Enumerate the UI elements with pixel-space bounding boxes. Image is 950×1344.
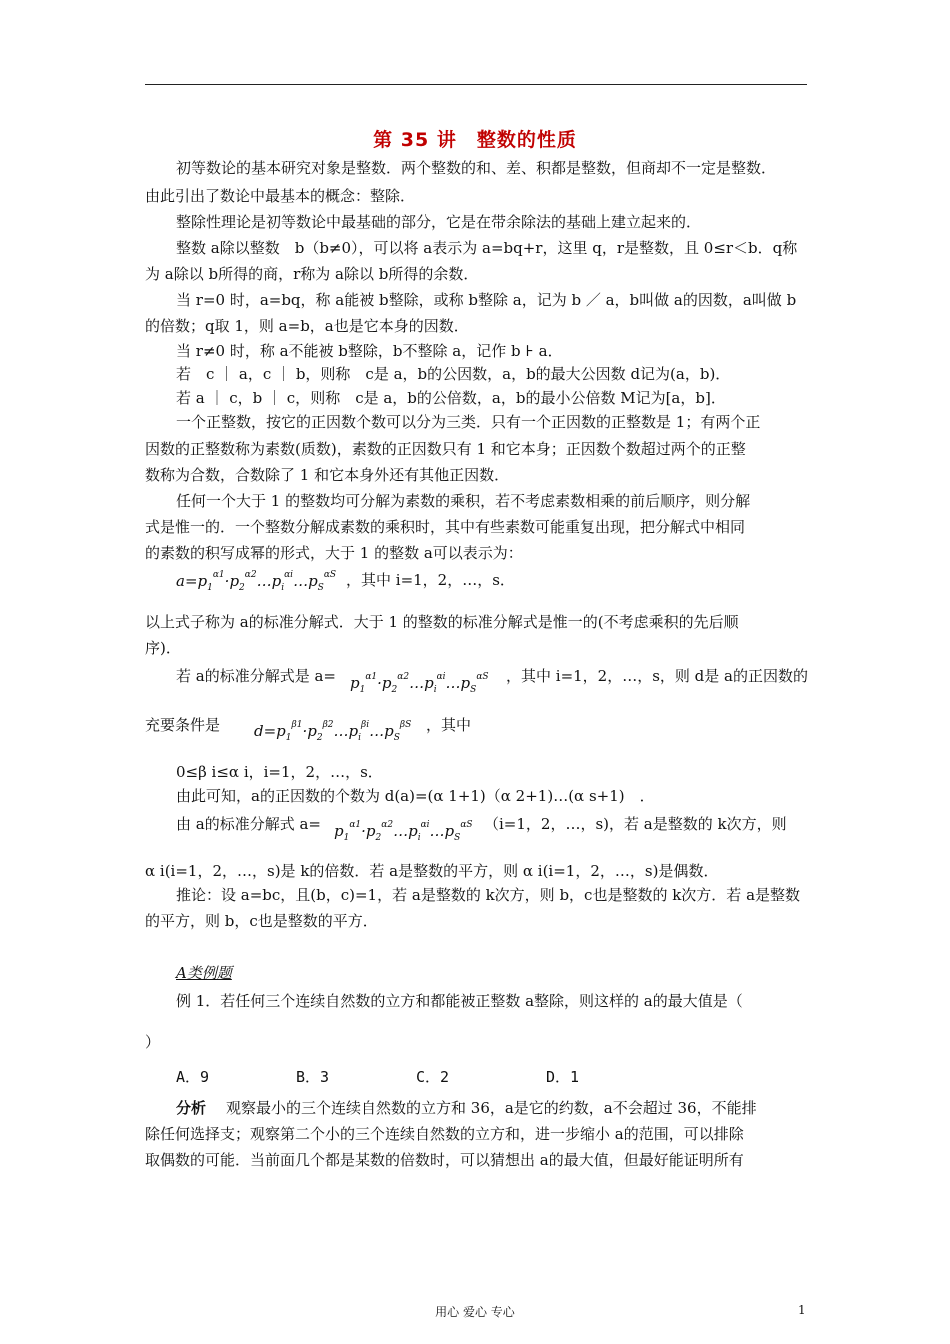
analysis-line: 除任何选择支；观察第二个小的三个连续自然数的立方和，进一步缩小 a的范围，可以排除: [145, 1125, 744, 1143]
paragraph-line: （i=1，2，…，s)，若 a是整数的 k次方，则: [484, 815, 787, 833]
analysis-line: 观察最小的三个连续自然数的立方和 36，a是它的约数，a不会超过 36，不能排: [226, 1099, 757, 1117]
paragraph-line: 任何一个大于 1 的整数均可分解为素数的乘积，若不考虑素数相乘的前后顺序，则分解: [176, 492, 751, 510]
paragraph-line: 整数 a除以整数 b（b≠0），可以将 a表示为 a=bq+r，这里 q，r是整数，且 0≤r＜b．q称: [176, 239, 798, 257]
paragraph-line: 数称为合数，合数除了 1 和它本身外还有其他正因数．: [145, 466, 510, 484]
paragraph-line: 为 a除以 b所得的商，r称为 a除以 b所得的余数．: [145, 265, 479, 283]
formula-prefix: a=: [176, 572, 198, 590]
paragraph-line: 初等数论的基本研究对象是整数．两个整数的和、差、积都是整数，但商却不一定是整数．: [176, 159, 777, 177]
paragraph-line: 的倍数；q取 1，则 a=b，a也是它本身的因数．: [145, 317, 469, 335]
paragraph-line: 充要条件是: [145, 716, 221, 734]
paragraph-line: 当 r=0 时，a=bq，称 a能被 b整除，或称 b整除 a，记为 b ／ a，b叫做 a的因数，a叫做 b: [176, 291, 797, 309]
paragraph-line: ，其中: [426, 716, 472, 734]
paragraph-line: 的素数的积写成幂的形式，大于 1 的整数 a可以表示为：: [145, 544, 523, 562]
paragraph-line: 以上式子称为 a的标准分解式．大于 1 的整数的标准分解式是惟一的(不考虑乘积的先后顺: [145, 613, 739, 631]
formula-prefix: d=: [254, 722, 277, 740]
paragraph-line: 当 r≠0 时，称 a不能被 b整除，b不整除 a，记作 b ⊦ a．: [176, 342, 563, 360]
choice-d: D．1: [546, 1068, 580, 1086]
paragraph-line: α i(i=1，2，…，s)是 k的倍数．若 a是整数的平方，则 α i(i=1，2，…，s)是偶数．: [145, 862, 719, 880]
page-title: 第 35 讲 整数的性质: [373, 129, 577, 151]
paragraph-line: 推论：设 a=bc，且(b，c)=1，若 a是整数的 k次方，则 b，c也是整数的 k次方．若 a是整数: [176, 886, 801, 904]
choice-a: A．9: [176, 1068, 210, 1086]
prime-factorization-formula: $p_1^{\alpha 1}\cdot p_2^{\alpha 2}\dots p_i^{\alpha i}\dots p_S^{\alpha S}$: [350, 672, 489, 695]
choice-c: C．2: [416, 1068, 450, 1086]
prime-factorization-formula: $p_1^{\alpha 1}\cdot p_2^{\alpha 2}\dots p_i^{\alpha i}\dots p_S^{\alpha S}$: [334, 820, 473, 843]
paragraph-line: 若 a ｜ c，b ｜ c，则称 c是 a，b的公倍数，a，b的最小公倍数 M记为[a，b]．: [176, 389, 726, 407]
section-heading: A类例题: [176, 964, 232, 982]
paragraph-line: 0≤β i≤α i，i=1，2，…，s．: [176, 763, 383, 781]
example-question: 例 1．若任何三个连续自然数的立方和都能被正整数 a整除，则这样的 a的最大值是（: [176, 992, 743, 1010]
paragraph-line: 一个正整数，按它的正因数个数可以分为三类．只有一个正因数的正整数是 1；有两个正: [176, 413, 761, 431]
paragraph-line: 由此可知，a的正因数的个数为 d(a)=(α 1+1)（α 2+1)…(α s+1) ．: [176, 787, 655, 805]
formula-body: $p_1^{\alpha 1}\cdot p_2^{\alpha 2}\dots p_i^{\alpha i}\dots p_S^{\alpha S}$: [197, 570, 337, 593]
analysis-label: 分析: [176, 1099, 207, 1117]
page-number: 1: [798, 1303, 806, 1317]
header-rule: [145, 84, 807, 85]
formula-note: ，其中 i=1，2，…，s．: [346, 571, 515, 589]
paragraph-line: 由此引出了数论中最基本的概念：整除．: [145, 187, 416, 205]
paragraph-line: 若 c ｜ a，c ｜ b，则称 c是 a，b的公因数，a，b的最大公因数 d记为(a，b)．: [176, 365, 731, 383]
divisor-formula: $d=p_1^{\beta 1}\cdot p_2^{\beta 2}\dots p_i^{\beta i}\dots p_S^{\beta S}$: [254, 720, 412, 743]
page-footer: 用心 爱心 专心: [435, 1305, 515, 1319]
example-question-close: ）: [145, 1033, 161, 1051]
choice-b: B．3: [296, 1068, 330, 1086]
paragraph-line: 因数的正整数称为素数(质数)，素数的正因数只有 1 和它本身；正因数个数超过两个的正整: [145, 440, 746, 458]
paragraph-line: 序)．: [145, 639, 181, 657]
paragraph-line: 若 a的标准分解式是 a=: [176, 667, 336, 685]
prime-factorization-formula: [176, 570, 336, 593]
paragraph-line: 整除性理论是初等数论中最基础的部分，它是在带余除法的基础上建立起来的．: [176, 213, 702, 231]
paragraph-line: 由 a的标准分解式 a=: [176, 815, 321, 833]
paragraph-line: 式是惟一的．一个整数分解成素数的乘积时，其中有些素数可能重复出现，把分解式中相同: [145, 518, 746, 536]
paragraph-line: 的平方，则 b，c也是整数的平方．: [145, 912, 378, 930]
analysis-line: 取偶数的可能．当前面几个都是某数的倍数时，可以猜想出 a的最大值，但最好能证明所有: [145, 1151, 744, 1169]
paragraph-line: ，其中 i=1，2，…，s，则 d是 a的正因数的: [506, 667, 809, 685]
